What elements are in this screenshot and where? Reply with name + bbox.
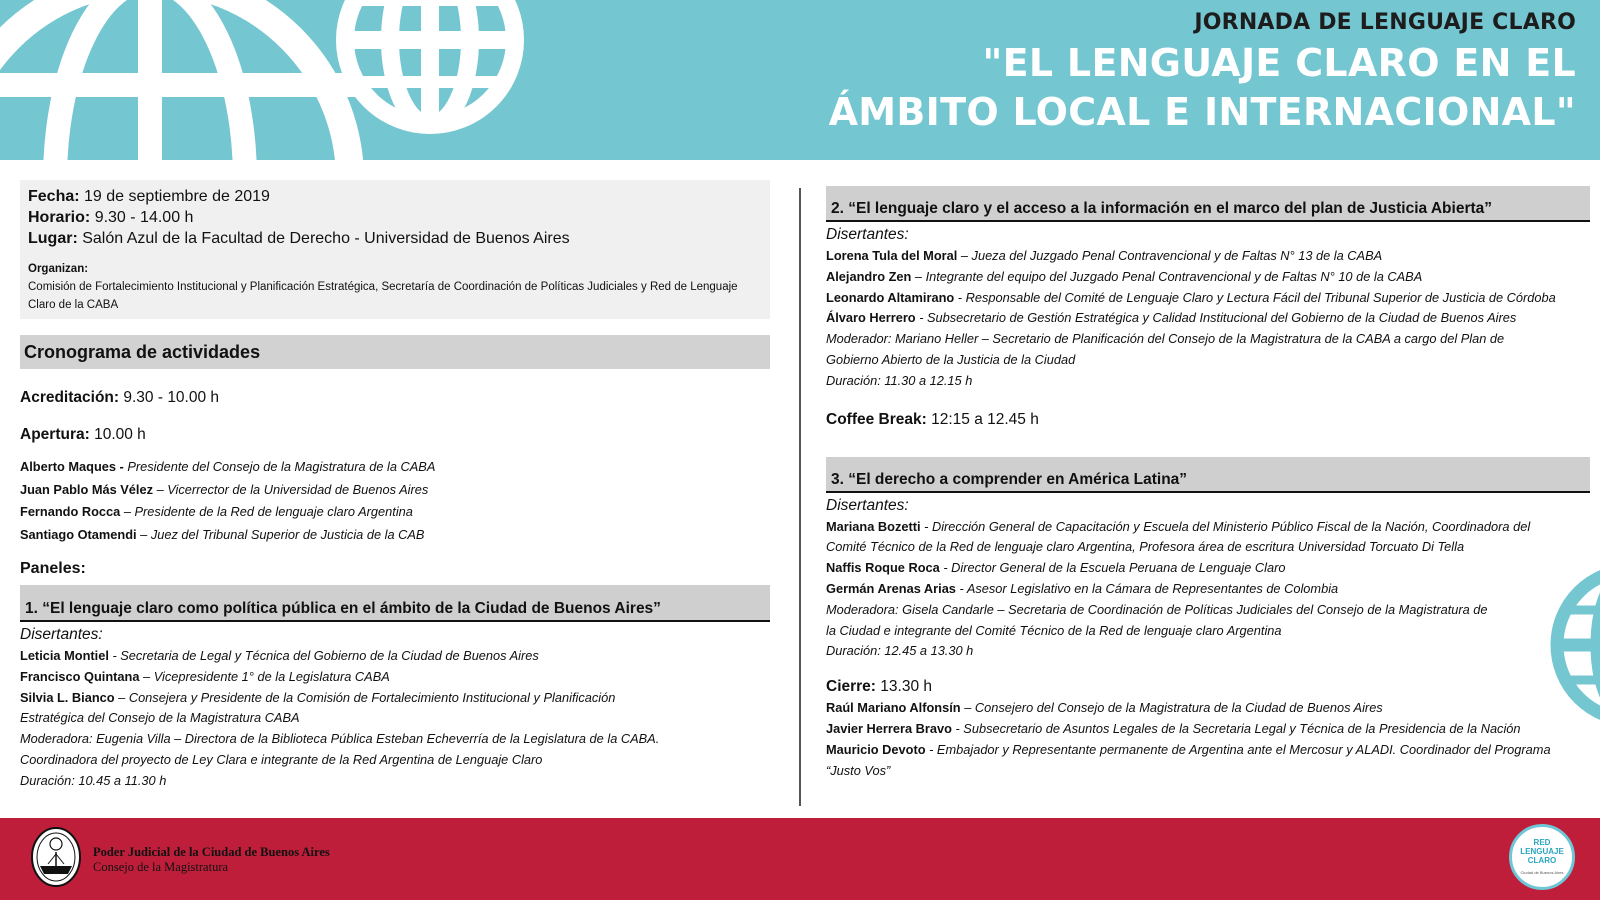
event-title-line1: "EL LENGUAJE CLARO EN EL <box>982 41 1576 85</box>
logo-small-text: Ciudad de Buenos Aires <box>1520 869 1564 875</box>
logo-text-1: RED <box>1533 837 1551 847</box>
fecha-value: 19 de septiembre de 2019 <box>84 188 270 205</box>
panel3-disertantes-label: Disertantes: <box>826 496 909 514</box>
speaker-name: Mauricio Devoto <box>826 741 926 757</box>
panel3-moderadora: Moderadora: Gisela Candarle – Secretaria de Coordinación de Políticas Judiciales del Consejo de la Magistratura de <box>826 601 1488 617</box>
speaker-role: - Dirección General de Capacitación y Escuela del Ministerio Público Fiscal de la Nación, Coordinadora del <box>924 518 1531 534</box>
event-kicker: JORNADA DE LENGUAJE CLARO <box>1194 10 1576 35</box>
event-title-line2: ÁMBITO LOCAL E INTERNACIONAL" <box>828 90 1576 134</box>
speaker-name: Álvaro Herrero <box>826 310 916 326</box>
red-lenguaje-claro-logo <box>1509 824 1575 890</box>
speaker-name: Raúl Mariano Alfonsín <box>826 700 961 716</box>
speaker-name: Silvia L. Bianco <box>20 689 115 705</box>
coffee-value: 12:15 a 12.45 h <box>931 410 1039 428</box>
lugar-value: Salón Azul de la Facultad de Derecho - Universidad de Buenos Aires <box>82 230 570 247</box>
list-item <box>826 719 1590 740</box>
panel2-moderador: Moderador: Mariano Heller – Secretario de Planificación del Consejo de la Magistratura de la CABA a cargo del Plan de <box>826 331 1505 347</box>
speaker-role: – Vicepresidente 1° de la Legislatura CABA <box>143 668 390 684</box>
seal-icon <box>30 826 82 888</box>
globe-icon <box>1540 555 1600 735</box>
cierre-line <box>826 678 1590 696</box>
horario-value: 9.30 - 14.00 h <box>94 209 194 226</box>
panel1-title: 1. “El lenguaje claro como política pública en el ámbito de la Ciudad de Buenos Aires” <box>20 585 770 622</box>
speaker-name: Naffis Roque Roca <box>826 560 940 576</box>
speaker-name: Francisco Quintana <box>20 668 140 684</box>
speaker-name: Alberto Maques - <box>20 459 124 474</box>
speaker-name: Fernando Rocca <box>20 504 121 519</box>
logo-text-3: CLARO <box>1527 855 1557 865</box>
list-item <box>20 456 770 479</box>
list-item <box>826 308 1590 329</box>
organizan-label: Organizan: <box>28 263 89 275</box>
institution-name <box>93 845 330 875</box>
speaker-name: Alejandro Zen <box>826 268 912 284</box>
speaker-role: - Responsable del Comité de Lenguaje Claro y Lectura Fácil del Tribunal Superior de Justicia de Córdoba <box>957 289 1556 305</box>
speaker-name: Leticia Montiel <box>20 648 109 663</box>
speaker-role: - Secretaria de Legal y Técnica del Gobierno de la Ciudad de Buenos Aires <box>112 648 539 663</box>
column-divider <box>799 188 801 806</box>
speaker-role: – Consejero del Consejo de la Magistratura de la Ciudad de Buenos Aires <box>964 700 1383 716</box>
list-item <box>20 524 770 547</box>
speaker-role-continued: Estratégica del Consejo de la Magistratura CABA <box>20 710 300 726</box>
panel1-duracion: Duración: 10.45 a 11.30 h <box>20 772 167 788</box>
acreditacion-value: 9.30 - 10.00 h <box>123 389 220 406</box>
acreditacion-label: Acreditación: <box>20 389 120 406</box>
speaker-name: Lorena Tula del Moral <box>826 248 958 263</box>
speaker-name: Germán Arenas Arias <box>826 580 956 596</box>
organizan-text: Comisión de Fortalecimiento Institucional y Planificación Estratégica, Secretaría de Coordinación de Políticas Judiciales y Red de Lenguaje Claro de la CABA <box>28 281 738 311</box>
apertura-line <box>20 426 770 444</box>
globe-icon <box>0 0 560 160</box>
speaker-role: – Juez del Tribunal Superior de Justicia de la CAB <box>140 526 425 542</box>
speaker-role: – Integrante del equipo del Juzgado Penal Contravencional y de Faltas N° 10 de la CABA <box>914 268 1423 284</box>
footer-band <box>0 818 1600 900</box>
left-column <box>20 180 770 792</box>
panel1-moderadora: Moderadora: Eugenia Villa – Directora de la Biblioteca Pública Esteban Echeverría de la Legislatura de la CABA. <box>20 731 660 747</box>
fecha-label: Fecha: <box>28 188 80 205</box>
apertura-value: 10.00 h <box>94 426 146 443</box>
logo-text-2: LENGUAJE <box>1520 846 1564 856</box>
speaker-role: – Jueza del Juzgado Penal Contravencional y de Faltas N° 13 de la CABA <box>960 248 1383 263</box>
apertura-speakers <box>20 456 770 546</box>
institution-line1: Poder Judicial de la Ciudad de Buenos Aires <box>93 845 330 859</box>
panel2-duracion: Duración: 11.30 a 12.15 h <box>826 372 973 388</box>
speaker-role: - Embajador y Representante permanente de Argentina ante el Mercosur y ALADI. Coordinador del Programa <box>929 741 1551 757</box>
list-item <box>20 646 770 667</box>
coffee-break-line <box>826 411 1590 429</box>
speaker-role: - Subsecretario de Asuntos Legales de la Secretaria Legal y Técnica de la Presidencia de la Nación <box>955 720 1521 736</box>
speaker-role-continued: Comité Técnico de la Red de lenguaje claro Argentina, Profesora área de escritura Universidad Torcuato Di Tella <box>826 539 1465 555</box>
panel2-moderador-continued: Gobierno Abierto de la Justicia de la Ciudad <box>826 351 1076 367</box>
header-text <box>829 10 1576 137</box>
list-item <box>826 579 1590 600</box>
panel1-moderadora-continued: Coordinadora del proyecto de Ley Clara e integrante de la Red Argentina de Lenguaje Claro <box>20 751 543 767</box>
speaker-name: Juan Pablo Más Vélez <box>20 481 153 497</box>
list-item <box>20 501 770 524</box>
horario-label: Horario: <box>28 209 91 226</box>
cierre-label: Cierre: <box>826 678 876 696</box>
coffee-label: Coffee Break: <box>826 410 927 428</box>
speaker-name: Leonardo Altamirano <box>826 289 955 305</box>
apertura-label: Apertura: <box>20 426 90 443</box>
speaker-role: - Director General de la Escuela Peruana de Lenguaje Claro <box>943 560 1286 576</box>
panel3-title: 3. “El derecho a comprender en América Latina” <box>826 457 1590 493</box>
panel3-moderadora-continued: la Ciudad e integrante del Comité Técnico de la Red de lenguaje claro Argentina <box>826 622 1282 638</box>
list-item <box>20 479 770 502</box>
list-item <box>826 267 1590 288</box>
institution-line2: Consejo de la Magistratura <box>93 860 229 874</box>
header-banner <box>0 0 1600 160</box>
lugar-label: Lugar: <box>28 230 78 247</box>
panel2-disertantes-label: Disertantes: <box>826 226 909 243</box>
cronograma-title: Cronograma de actividades <box>20 335 770 369</box>
speaker-role: – Vicerrector de la Universidad de Buenos Aires <box>156 481 429 497</box>
event-info-box <box>20 180 770 319</box>
speaker-role: Presidente del Consejo de la Magistratura de la CABA <box>127 459 436 474</box>
speaker-role-continued: “Justo Vos” <box>826 762 891 778</box>
list-item <box>826 517 1590 538</box>
cierre-value: 13.30 h <box>880 678 932 696</box>
list-item <box>826 288 1590 309</box>
speaker-name: Mariana Bozetti <box>826 518 921 534</box>
list-item <box>826 558 1590 579</box>
list-item <box>20 667 770 688</box>
speaker-name: Javier Herrera Bravo <box>826 720 952 736</box>
paneles-label: Paneles: <box>20 560 86 577</box>
list-item <box>826 246 1590 267</box>
fecha-line <box>28 186 762 207</box>
lugar-line <box>28 228 762 249</box>
list-item <box>826 740 1590 761</box>
acreditacion-line <box>20 389 770 407</box>
horario-line <box>28 207 762 228</box>
speaker-name: Santiago Otamendi <box>20 526 137 542</box>
speaker-role: - Asesor Legislativo en la Cámara de Representantes de Colombia <box>959 580 1339 596</box>
list-item <box>826 698 1590 719</box>
speaker-role: – Presidente de la Red de lenguaje claro Argentina <box>123 504 413 519</box>
panel1-disertantes-label: Disertantes: <box>20 626 103 643</box>
panel3-duracion: Duración: 12.45 a 13.30 h <box>826 643 974 659</box>
speaker-role: - Subsecretario de Gestión Estratégica y Calidad Institucional del Gobierno de la Ciudad de Buenos Aires <box>919 310 1517 326</box>
right-column <box>826 186 1590 781</box>
panel2-title: 2. “El lenguaje claro y el acceso a la información en el marco del plan de Justicia Abierta” <box>826 186 1590 222</box>
list-item <box>20 688 770 709</box>
speaker-role: – Consejera y Presidente de la Comisión de Fortalecimiento Institucional y Planificación <box>118 689 616 705</box>
